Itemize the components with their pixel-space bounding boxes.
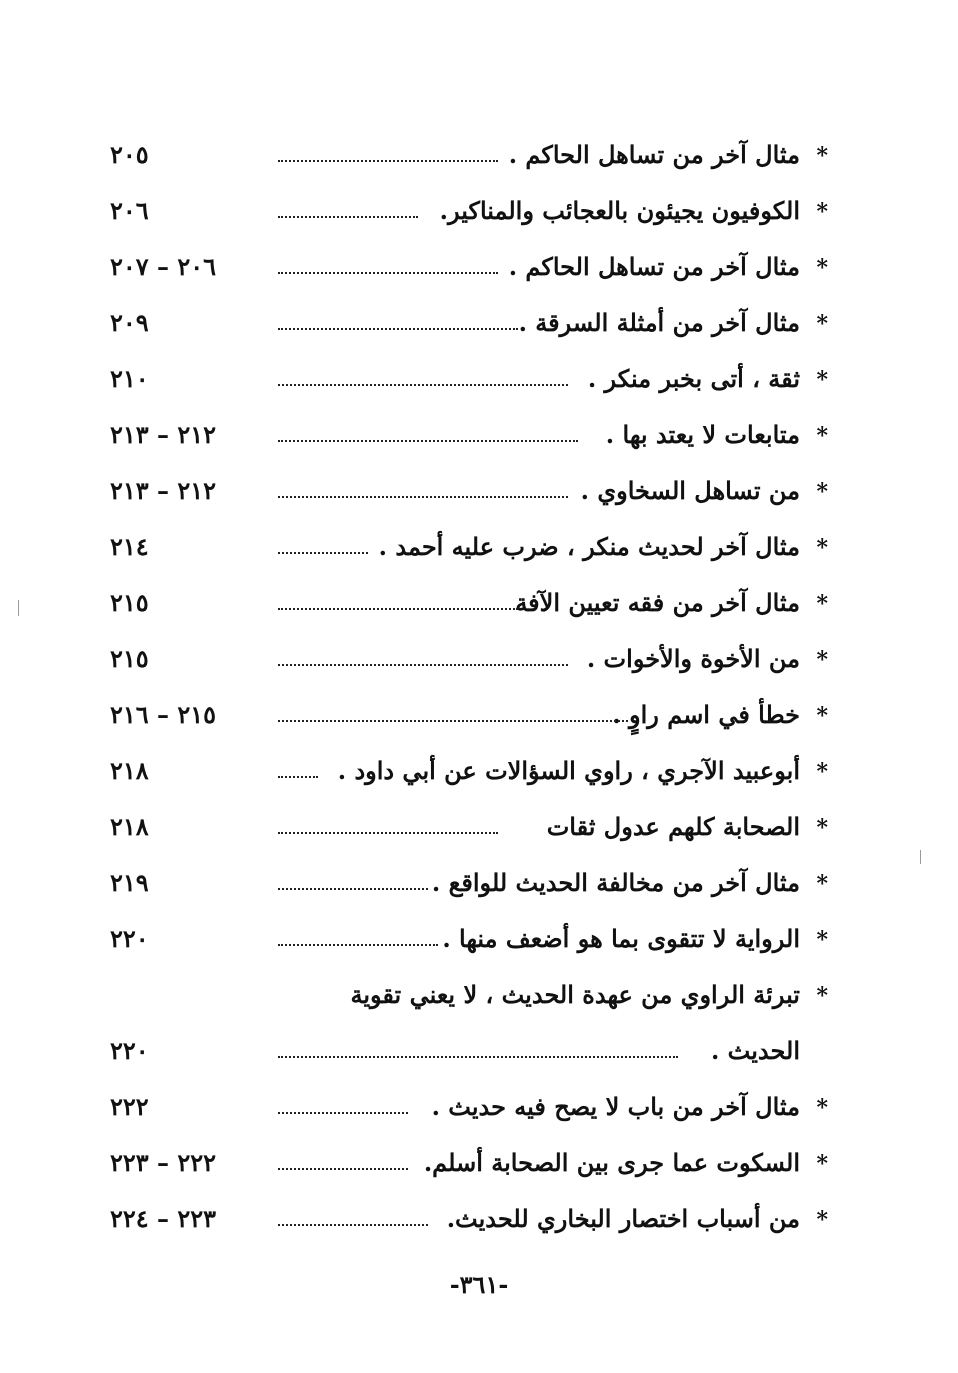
toc-entry <box>0 744 958 800</box>
bullet-asterisk: * <box>816 1207 828 1233</box>
dot-leader <box>278 328 518 330</box>
toc-entry <box>0 856 958 912</box>
toc-entry-pages <box>110 140 260 170</box>
dot-leader <box>278 664 568 666</box>
toc-entry-title: مثال آخر من فقه تعيين الآفة <box>515 588 800 617</box>
bullet-asterisk: * <box>816 423 828 449</box>
bullet-asterisk: * <box>816 927 828 953</box>
toc-entry-pages <box>110 476 260 506</box>
toc-entry-title: من الأخوة والأخوات . <box>586 644 800 673</box>
toc-entry-pages <box>110 756 260 786</box>
page-range: ٢١٠ <box>110 364 149 393</box>
page-number: -٣٦١- <box>449 1270 509 1299</box>
scan-margin-mark <box>920 850 921 864</box>
page-range: ٢١٨ <box>110 812 149 841</box>
toc-entry-title: تبرئة الراوي من عهدة الحديث ، لا يعني تقوية <box>350 980 800 1009</box>
toc-entry-pages <box>110 1204 260 1234</box>
dot-leader <box>278 384 568 386</box>
page-range: ٢٢٠ <box>110 924 149 953</box>
dot-leader <box>278 776 318 778</box>
dot-leader <box>278 1224 428 1226</box>
toc-entry <box>0 1080 958 1136</box>
bullet-asterisk: * <box>816 143 828 169</box>
table-of-contents <box>0 128 958 1248</box>
toc-entry <box>0 1136 958 1192</box>
dot-leader <box>278 496 568 498</box>
toc-entry-title: أبوعبيد الآجري ، راوي السؤالات عن أبي داود . <box>337 756 800 785</box>
toc-entry <box>0 688 958 744</box>
dot-leader <box>278 1112 408 1114</box>
toc-entry-title: الصحابة كلهم عدول ثقات <box>546 812 800 841</box>
dot-leader <box>278 216 418 218</box>
bullet-asterisk: * <box>816 983 828 1009</box>
scan-margin-mark <box>18 600 19 616</box>
toc-entry <box>0 352 958 408</box>
toc-entry-title: مثال آخر من مخالفة الحديث للواقع . <box>431 868 800 897</box>
page-range: ٢٠٦ <box>110 196 149 225</box>
page-range: ٢١٥ – ٢١٦ <box>110 700 217 729</box>
toc-entry <box>0 800 958 856</box>
toc-entry <box>0 912 958 968</box>
page-range: ٢١٤ <box>110 532 149 561</box>
toc-entry-pages <box>110 364 260 394</box>
toc-entry <box>0 576 958 632</box>
toc-entry-pages <box>110 1148 260 1178</box>
page-range: ٢١٩ <box>110 868 149 897</box>
bullet-asterisk: * <box>816 311 828 337</box>
toc-entry-pages <box>110 196 260 226</box>
toc-entry <box>0 408 958 464</box>
bullet-asterisk: * <box>816 815 828 841</box>
toc-entry-title: من تساهل السخاوي . <box>580 476 800 505</box>
dot-leader <box>278 608 518 610</box>
toc-entry <box>0 128 958 184</box>
toc-entry-title: مثال آخر لحديث منكر ، ضرب عليه أحمد . <box>378 532 800 561</box>
page-range: ٢٠٥ <box>110 140 149 169</box>
dot-leader <box>278 160 498 162</box>
toc-entry-title: مثال آخر من باب لا يصح فيه حديث . <box>431 1092 800 1121</box>
bullet-asterisk: * <box>816 703 828 729</box>
bullet-asterisk: * <box>816 591 828 617</box>
dot-leader <box>278 832 498 834</box>
toc-entry-pages <box>110 644 260 674</box>
bullet-asterisk: * <box>816 1095 828 1121</box>
toc-entry-pages <box>110 420 260 450</box>
toc-entry <box>0 1192 958 1248</box>
toc-entry-pages <box>110 1092 260 1122</box>
toc-entry-title: مثال آخر من أمثلة السرقة . <box>518 308 800 337</box>
bullet-asterisk: * <box>816 367 828 393</box>
dot-leader <box>278 552 368 554</box>
toc-entry-pages <box>110 308 260 338</box>
toc-entry-title: الحديث . <box>710 1036 800 1065</box>
dot-leader <box>278 1168 408 1170</box>
page-range: ٢١٢ – ٢١٣ <box>110 476 217 505</box>
bullet-asterisk: * <box>816 871 828 897</box>
toc-entry-pages <box>110 700 260 730</box>
dot-leader <box>278 720 628 722</box>
page-range: ٢١٥ <box>110 644 149 673</box>
toc-entry-title: الرواية لا تتقوى بما هو أضعف منها . <box>442 924 800 953</box>
toc-entry-pages <box>110 588 260 618</box>
toc-entry-title: مثال آخر من تساهل الحاكم . <box>508 252 800 281</box>
toc-entry <box>0 1024 958 1080</box>
toc-entry <box>0 184 958 240</box>
bullet-asterisk: * <box>816 647 828 673</box>
dot-leader <box>278 1056 678 1058</box>
toc-entry <box>0 520 958 576</box>
toc-entry-pages <box>110 868 260 898</box>
toc-entry-pages <box>110 1036 260 1066</box>
toc-entry-title: من أسباب اختصار البخاري للحديث. <box>446 1204 800 1233</box>
bullet-asterisk: * <box>816 535 828 561</box>
toc-entry-title: مثال آخر من تساهل الحاكم . <box>508 140 800 169</box>
page-range: ٢٢٠ <box>110 1036 149 1065</box>
page-range: ٢١٨ <box>110 756 149 785</box>
bullet-asterisk: * <box>816 1151 828 1177</box>
dot-leader <box>278 272 498 274</box>
bullet-asterisk: * <box>816 255 828 281</box>
page-range: ٢٠٦ – ٢٠٧ <box>110 252 217 281</box>
toc-entry <box>0 240 958 296</box>
toc-entry-pages <box>110 812 260 842</box>
page-range: ٢٢٢ <box>110 1092 149 1121</box>
toc-entry-title: السكوت عما جرى بين الصحابة أسلم. <box>423 1148 800 1177</box>
toc-entry-title: خطأ في اسم راوٍ . <box>612 700 800 729</box>
page-range: ٢١٥ <box>110 588 149 617</box>
dot-leader <box>278 888 428 890</box>
dot-leader <box>278 440 578 442</box>
page-range: ٢٢٣ – ٢٢٤ <box>110 1204 217 1233</box>
toc-entry-title: الكوفيون يجيئون بالعجائب والمناكير. <box>439 196 800 225</box>
toc-entry <box>0 296 958 352</box>
toc-entry <box>0 968 958 1024</box>
page-range: ٢١٢ – ٢١٣ <box>110 420 217 449</box>
dot-leader <box>278 944 438 946</box>
bullet-asterisk: * <box>816 479 828 505</box>
toc-entry-title: متابعات لا يعتد بها . <box>605 420 800 449</box>
toc-entry-pages <box>110 532 260 562</box>
bullet-asterisk: * <box>816 759 828 785</box>
toc-entry-title: ثقة ، أتى بخبر منكر . <box>587 364 800 393</box>
page-range: ٢٠٩ <box>110 308 149 337</box>
bullet-asterisk: * <box>816 199 828 225</box>
toc-entry-pages <box>110 252 260 282</box>
toc-entry <box>0 464 958 520</box>
toc-entry <box>0 632 958 688</box>
toc-entry-pages <box>110 924 260 954</box>
page-range: ٢٢٢ – ٢٢٣ <box>110 1148 217 1177</box>
